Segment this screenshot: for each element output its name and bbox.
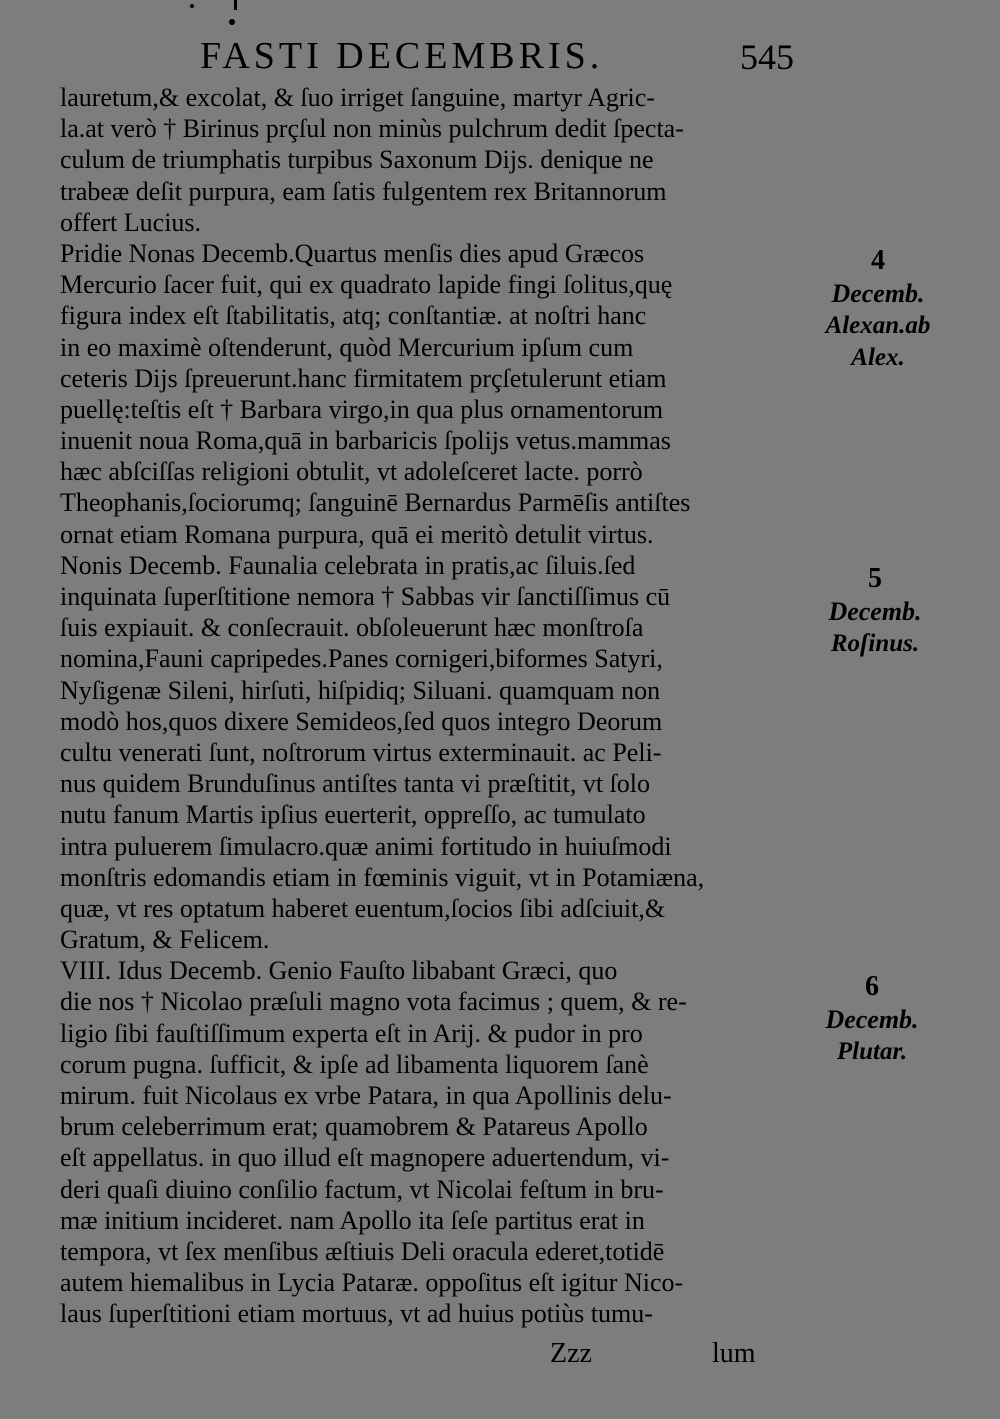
margin-day: 6 — [865, 971, 879, 1002]
text-line: die nos † Nicolao præſuli magno vota facimus ; quem, & re- — [60, 987, 687, 1017]
text-line: cultu venerati ſunt, noſtrorum virtus exterminauit. ac Peli- — [60, 737, 662, 767]
text-line: offert Lucius. — [60, 207, 202, 237]
text-line: ceteris Dijs ſpreuerunt.hanc firmitatem prçſetulerunt etiam — [60, 363, 667, 393]
text-line: nutu fanum Martis ipſius euerterit, oppreſſo, ac tumulato — [60, 800, 646, 830]
text-line: mirum. fuit Nicolaus ex vrbe Patara, in qua Apollinis delu- — [60, 1081, 672, 1110]
text-line: Theophanis,ſociorumq; ſanguinē Bernardus Parmēſis antiſtes — [60, 488, 691, 518]
page-header — [60, 34, 820, 78]
text-line: culum de triumphatis turpibus Saxonum Dijs. denique ne — [60, 145, 654, 175]
margin-day: 5 — [868, 563, 882, 594]
ink-specks — [190, 0, 250, 30]
text-line: figura index eſt ſtabilitatis, atq; conſtantiæ. at noſtri hanc — [60, 301, 647, 331]
text-line: VIII. Idus Decemb. Genio Fauſto libabant Græci, quo — [60, 956, 618, 986]
margin-source: Plutar. — [836, 1038, 908, 1065]
text-line: inquinata ſuperſtitione nemora † Sabbas vir ſanctiſſimus cū — [60, 582, 671, 611]
text-line: nomina,Fauni capripedes.Panes cornigeri,biformes Satyri, — [60, 644, 663, 674]
margin-source: Alex. — [851, 344, 905, 371]
text-line: intra puluerem ſimulacro.quæ animi fortitudo in huiuſmodi — [60, 831, 672, 861]
text-line: Gratum, & Felicem. — [60, 925, 270, 955]
margin-day: 4 — [871, 245, 885, 276]
margin-month: Decemb. — [825, 1005, 919, 1034]
text-line: Pridie Nonas Decemb.Quartus menſis dies apud Græcos — [60, 238, 645, 268]
text-line: inuenit noua Roma,quā in barbaricis ſpolijs vetus.mammas — [60, 426, 671, 456]
text-line: deri quaſi diuino conſilio factum, vt Nicolai feſtum in bru- — [60, 1174, 664, 1204]
text-line: corum pugna. ſufficit, & ipſe ad libamenta liquorem ſanè — [60, 1049, 649, 1079]
text-line: brum celeberrimum erat; quamobrem & Patareus Apollo — [60, 1112, 648, 1142]
running-title: FASTI DECEMBRIS. — [200, 35, 604, 77]
margin-note-5-december — [795, 562, 955, 660]
margin-note-4-december — [798, 244, 958, 374]
margin-month: Decemb. — [831, 279, 925, 308]
margin-month: Decemb. — [828, 597, 922, 626]
text-line: mæ initium incideret. nam Apollo ita ſeſe partitus erat in — [60, 1205, 645, 1235]
text-line: quæ, vt res optatum haberet euentum,ſocios ſibi adſciuit,& — [60, 893, 666, 923]
text-line: in eo maximè oſtenderunt, quòd Mercurium ipſum cum — [60, 332, 634, 362]
text-line: laus ſuperſtitioni etiam mortuus, vt ad huius potiùs tumu- — [60, 1299, 653, 1329]
text-line: Mercurio ſacer fuit, qui ex quadrato lapide fingi ſolitus,quę — [60, 270, 673, 300]
text-line: ornat etiam Romana purpura, quā ei meritò detulit virtus. — [60, 519, 654, 549]
text-line: puellę:teſtis eſt † Barbara virgo,in qua plus ornamentorum — [60, 394, 664, 424]
catchword: lum — [712, 1338, 756, 1369]
text-line: monſtris edomandis etiam in fœminis viguit, vt in Potamiæna, — [60, 862, 705, 892]
text-line: eſt appellatus. in quo illud eſt magnopere aduertendum, vi- — [60, 1143, 670, 1173]
text-line: lauretum,& excolat, & ſuo irriget ſanguine, martyr Agric- — [60, 83, 655, 112]
text-line: ligio ſibi fauſtiſſimum experta eſt in Arij. & pudor in pro — [60, 1018, 643, 1048]
text-line: hæc abſciſſas religioni obtulit, vt adoleſceret lacte. porrò — [60, 457, 643, 487]
margin-source: Alexan.ab — [825, 312, 931, 339]
text-line: autem hiemalibus in Lycia Pataræ. oppoſitus eſt igitur Nico- — [60, 1268, 684, 1298]
text-line: la.at verò † Birinus prçſul non minùs pulchrum dedit ſpecta- — [60, 114, 684, 144]
text-line: ſuis expiauit. & conſecrauit. obſoleuerunt hæc monſtroſa — [60, 613, 644, 643]
signature-mark: Zzz — [550, 1338, 592, 1369]
text-line: tempora, vt ſex menſibus æſtiuis Deli oracula ederet,totidē — [60, 1236, 665, 1266]
body-text — [60, 82, 800, 1330]
text-line: nus quidem Brunduſinus antiſtes tanta vi præſtitit, vt ſolo — [60, 769, 651, 799]
margin-note-6-december — [792, 970, 952, 1068]
page-number: 545 — [740, 37, 794, 77]
text-line: Nyſigenæ Sileni, hirſuti, hiſpidiq; Siluani. quamquam non — [60, 675, 661, 705]
text-line: modò hos,quos dixere Semideos,ſed quos integro Deorum — [60, 706, 663, 736]
text-line: Nonis Decemb. Faunalia celebrata in pratis,ac ſiluis.ſed — [60, 550, 636, 580]
margin-source: Roſinus. — [830, 630, 920, 657]
text-line: trabeæ deſit purpura, eam ſatis fulgentem rex Britannorum — [60, 176, 667, 206]
